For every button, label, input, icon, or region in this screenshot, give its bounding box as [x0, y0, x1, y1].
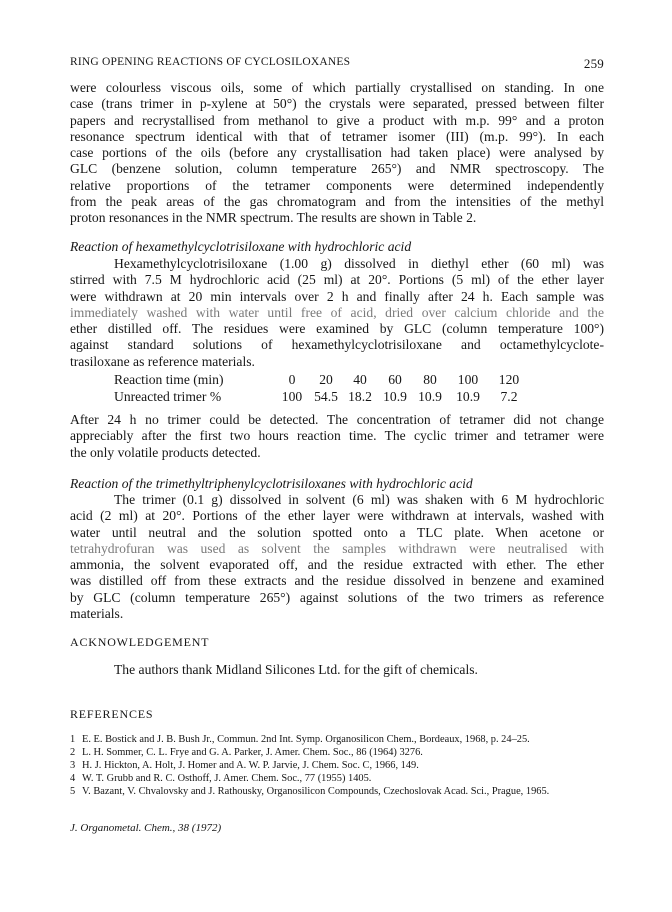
reference-number: 3 — [70, 760, 76, 771]
text-line: The trimer (0.1 g) dissolved in solvent (6 ml) was shaken with 6 M hydrochloric — [114, 492, 604, 507]
trimer-label: Unreacted trimer % — [114, 388, 222, 404]
text-line: appreciably after the first two hours reaction time. The cyclic trimer and tetramer were — [70, 428, 604, 444]
text-line: case (trans trimer in p-xylene at 50°) the crystals were separated, pressed between filter — [70, 96, 604, 112]
text-line: After 24 h no trimer could be detected. The concentration of tetramer did not change — [70, 412, 604, 427]
table-cell: 40 — [353, 372, 367, 387]
text-line: GLC (benzene solution, column temperature 265°) and NMR spectroscopy. The — [70, 161, 604, 177]
reference-list — [70, 733, 604, 798]
text-line: were withdrawn at 20 min intervals over 2 h and finally after 24 h. Each sample was — [70, 288, 604, 304]
body-paragraph-4 — [70, 492, 604, 622]
reference-text: V. Bazant, V. Chvalovsky and J. Rathousky, Organosilicon Compounds, Czechoslovak Acad. Sci., Prague, 1965. — [82, 786, 550, 797]
journal-footer: J. Organometal. Chem., 38 (1972) — [70, 822, 222, 834]
table-cell: 10.9 — [383, 388, 407, 404]
text-line: trasiloxane as reference materials. — [70, 353, 255, 369]
text-line: the only volatile products detected. — [70, 444, 261, 460]
text-line: resonance spectrum identical with that of tetramer isomer (III) (m.p. 99°). In each — [70, 128, 604, 144]
reference-text: E. E. Bostick and J. B. Bush Jr., Commun. 2nd Int. Symp. Organosilicon Chem., Bordeaux, 1968, p. 24–25. — [82, 734, 530, 745]
body-paragraph-1 — [70, 80, 604, 227]
acknowledgement-title: ACKNOWLEDGEMENT — [70, 635, 210, 649]
text-line: by GLC (column temperature 265°) against solutions of the two trimers as reference — [70, 589, 604, 605]
reference-item — [70, 733, 604, 746]
reference-text: W. T. Grubb and R. C. Osthoff, J. Amer. Chem. Soc., 77 (1955) 1405. — [82, 773, 372, 784]
page-number: 259 — [583, 56, 604, 71]
table-cell: 100 — [281, 388, 303, 404]
text-line: from the peak areas of the gas chromatogram and from the intensities of the methyl — [70, 194, 604, 210]
table-cell: 60 — [388, 372, 402, 387]
section-heading-hcl: Reaction of hexamethylcyclotrisiloxane with hydrochloric acid — [70, 239, 412, 254]
text-line: Hexamethylcyclotrisiloxane (1.00 g) dissolved in diethyl ether (60 ml) was — [114, 256, 604, 271]
reference-item — [70, 746, 604, 759]
table-cell: 54.5 — [314, 388, 338, 404]
table-cell: 0 — [288, 372, 296, 387]
table-cell: 100 — [457, 372, 479, 387]
body-paragraph-3 — [70, 412, 604, 461]
reference-number: 1 — [70, 734, 76, 745]
reference-item — [70, 772, 604, 785]
table-cell: 10.9 — [418, 388, 442, 404]
time-label: Reaction time (min) — [114, 372, 224, 387]
text-line: proton resonances in the NMR spectrum. The results are shown in Table 2. — [70, 210, 477, 226]
text-line: were colourless viscous oils, some of which partially crystallised on standing. In one — [70, 80, 604, 95]
text-line: against standard solutions of hexamethylcyclotrisiloxane and octamethylcyclote- — [70, 337, 604, 353]
references-title: REFERENCES — [70, 707, 154, 721]
table-cell: 10.9 — [456, 388, 480, 404]
table-cell: 18.2 — [348, 388, 372, 404]
running-title: RING OPENING REACTIONS OF CYCLOSILOXANES — [70, 56, 351, 68]
table-row-time — [114, 372, 530, 389]
text-line: acid (2 ml) at 20°. Portions of the ether layer were withdrawn at intervals, washed with — [70, 508, 604, 524]
table-cell: 7.2 — [500, 388, 518, 404]
reference-text: L. H. Sommer, C. L. Frye and G. A. Parker, J. Amer. Chem. Soc., 86 (1964) 3276. — [82, 747, 423, 758]
text-line: ether distilled off. The residues were examined by GLC (column temperature 100°) — [70, 321, 604, 337]
text-line: case portions of the oils (before any crystallisation had taken place) were analysed by — [70, 145, 604, 161]
table-row-trimer — [114, 389, 530, 406]
text-line: papers and recrystallised from methanol to give a product with m.p. 99° and a proton — [70, 112, 604, 128]
reference-item — [70, 785, 604, 798]
reference-text: H. J. Hickton, A. Holt, J. Homer and A. W. P. Jarvie, J. Chem. Soc. C, 1966, 149. — [82, 760, 419, 771]
text-line: relative proportions of the tetramer components were determined independently — [70, 177, 604, 193]
section-heading-trimer: Reaction of the trimethyltriphenylcyclotrisiloxanes with hydrochloric acid — [70, 476, 473, 491]
text-line: immediately washed with water until free of acid, dried over calcium chloride and the — [70, 304, 604, 320]
reference-number: 2 — [70, 747, 76, 758]
reaction-data-table — [114, 372, 530, 405]
table-cell: 80 — [423, 372, 437, 387]
text-line: tetrahydrofuran was used as solvent the samples withdrawn were neutralised with — [70, 540, 604, 556]
text-line: water until neutral and the solution spotted onto a TLC plate. When acetone or — [70, 524, 604, 540]
acknowledgement-text: The authors thank Midland Silicones Ltd. for the gift of chemicals. — [114, 662, 478, 677]
text-line: materials. — [70, 606, 124, 622]
text-line: stirred with 7.5 M hydrochloric acid (25 ml) at 20°. Portions (5 ml) of the ether layer — [70, 272, 604, 288]
table-cell: 120 — [498, 372, 520, 387]
text-line: ammonia, the solvent evaporated off, and the residue extracted with ether. The ether — [70, 557, 604, 573]
text-line: was distilled off from these extracts and the residue dissolved in benzene and examined — [70, 573, 604, 589]
body-paragraph-2 — [70, 256, 604, 370]
reference-number: 5 — [70, 786, 76, 797]
table-cell: 20 — [319, 372, 333, 387]
reference-item — [70, 759, 604, 772]
running-header — [70, 56, 604, 72]
reference-number: 4 — [70, 773, 76, 784]
